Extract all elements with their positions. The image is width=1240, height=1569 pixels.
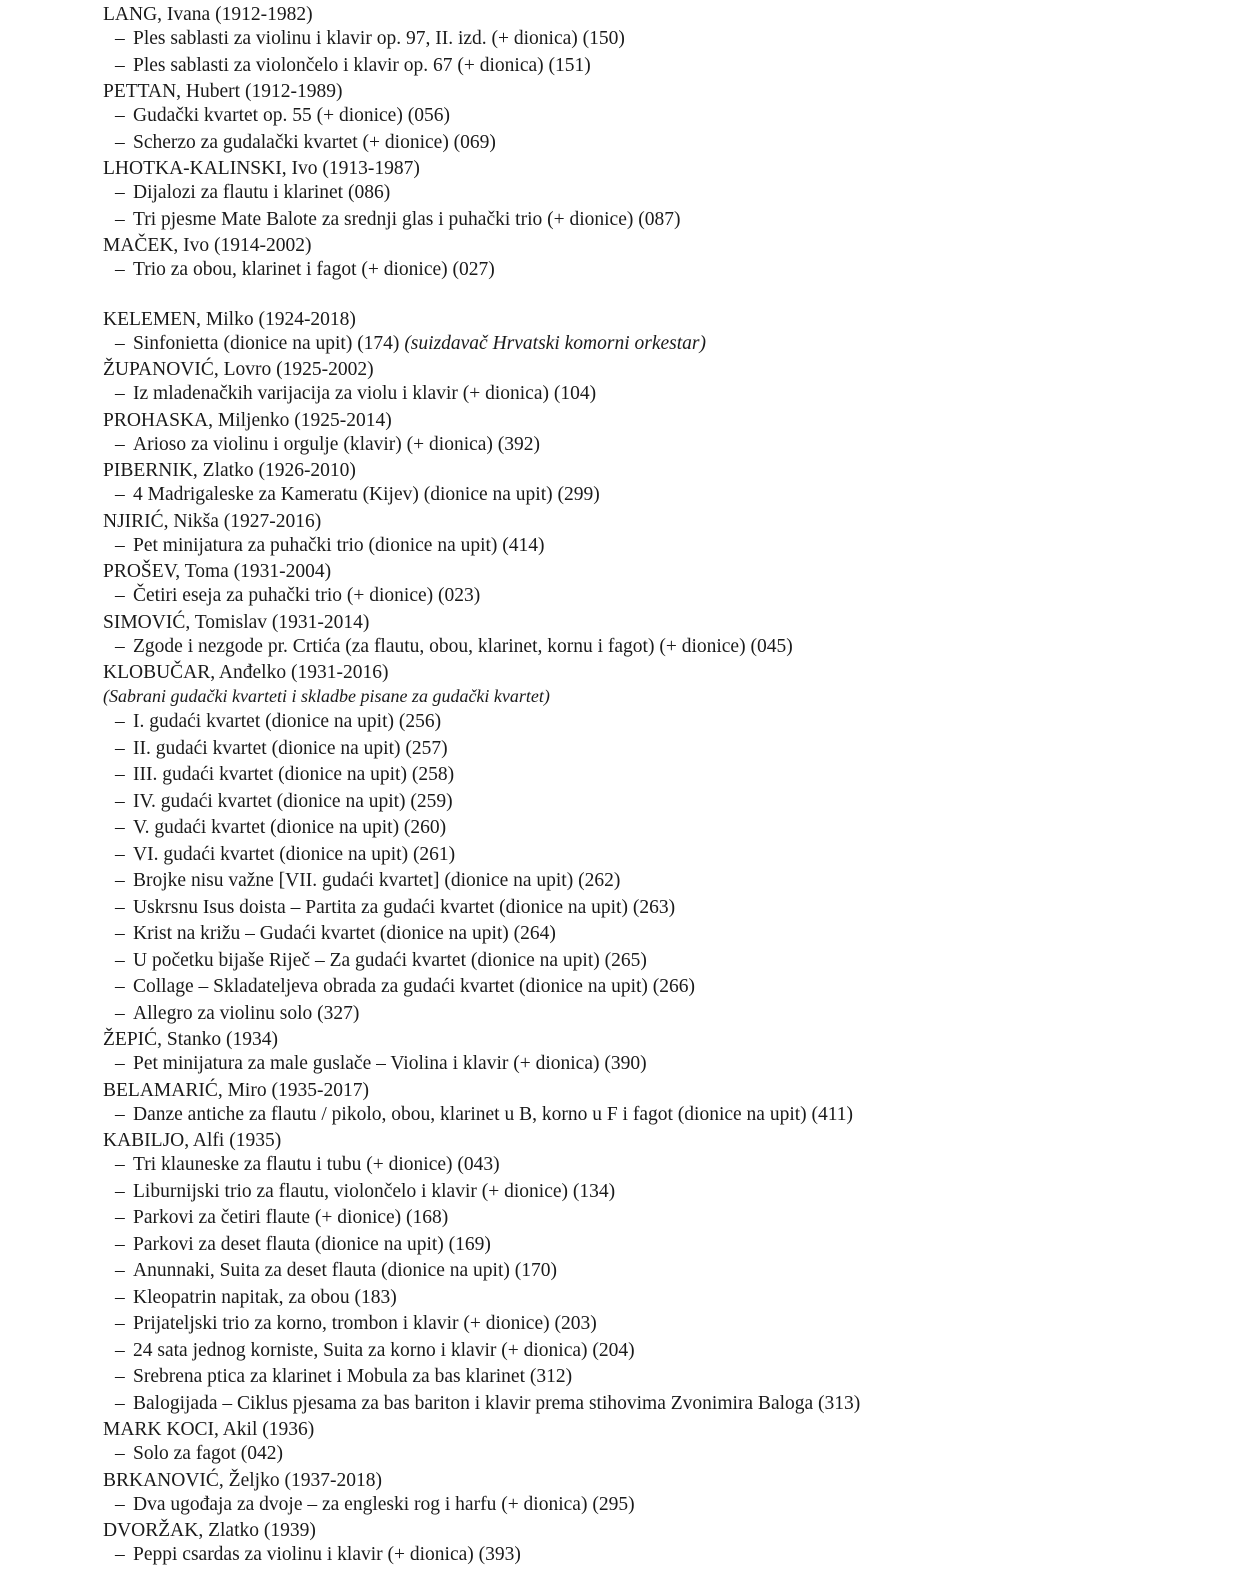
work-title: Allegro za violinu solo (327) [133,1002,360,1024]
work-title: Peppi csardas za violinu i klavir (+ dionica) (393) [133,1544,521,1565]
work-dash: – [115,1233,125,1255]
composer-heading: PIBERNIK, Zlatko (1926-2010) [103,460,356,481]
work-item [103,762,1223,789]
composer-heading: LHOTKA-KALINSKI, Ivo (1913-1987) [103,158,420,179]
work-item [103,53,1223,80]
work-dash: – [115,28,125,49]
work-title: Četiri eseja za puhački trio (+ dionice) (023) [133,585,481,606]
work-dash: – [115,1053,125,1074]
publisher-note: (suizdavač Hrvatski komorni orkestar) [404,332,706,354]
work-item [103,1001,1223,1028]
work-dash: – [115,208,125,230]
work-dash: – [115,1260,125,1281]
work-item [103,634,1223,661]
work-item [103,257,1223,284]
work-dash: – [115,976,125,997]
work-dash: – [115,585,125,606]
composer-heading: SIMOVIĆ, Tomislav (1931-2014) [103,611,370,633]
work-item [103,1152,1223,1179]
work-item [103,130,1223,157]
composer-heading: BRKANOVIĆ, Željko (1937-2018) [103,1469,382,1491]
work-dash: – [115,949,125,971]
work-dash: – [115,635,125,657]
composer-heading: MARK KOCI, Akil (1936) [103,1419,315,1440]
work-title: Krist na križu – Gudaći kvartet (dionice na upit) (264) [133,923,556,944]
work-title: Tri klauneske za flautu i tubu (+ dionice) (043) [133,1154,500,1175]
work-title: Parkovi za četiri flaute (+ dionice) (168) [133,1207,449,1228]
composer-heading: ŽEPIĆ, Stanko (1934) [103,1029,278,1050]
work-title: U početku bijaše Riječ – Za gudaći kvartet (dionice na upit) (265) [133,949,647,971]
work-item [103,948,1223,975]
composer-heading: LANG, Ivana (1912-1982) [103,4,313,25]
work-dash: – [115,1207,125,1228]
composer-heading: KELEMEN, Milko (1924-2018) [103,308,356,330]
work-title: Pet minijatura za male guslače – Violina i klavir (+ dionica) (390) [133,1053,647,1074]
work-title: Solo za fagot (042) [133,1443,284,1464]
work-dash: – [115,1443,125,1464]
composer-heading: KLOBUČAR, Anđelko (1931-2016) [103,662,389,683]
work-item [103,1102,1223,1129]
work-dash: – [115,54,125,76]
work-item [103,709,1223,736]
work-title: Liburnijski trio za flautu, violončelo i klavir (+ dionice) (134) [133,1180,616,1202]
composer-heading: BELAMARIĆ, Miro (1935-2017) [103,1079,369,1101]
work-title: 4 Madrigaleske za Kameratu (Kijev) (dionice na upit) (299) [133,484,600,505]
work-item [103,331,1223,358]
work-title: Prijateljski trio za korno, trombon i klavir (+ dionice) (203) [133,1313,597,1334]
work-title: III. gudaći kvartet (dionice na upit) (258) [133,764,455,785]
work-item [103,736,1223,763]
work-dash: – [115,1180,125,1202]
work-item [103,26,1223,53]
work-item [103,842,1223,869]
work-item [103,974,1223,1001]
work-item [103,207,1223,234]
work-dash: – [115,484,125,505]
work-item [103,533,1223,560]
work-dash: – [115,737,125,759]
work-item [103,815,1223,842]
work-dash: – [115,1493,125,1515]
work-item [103,103,1223,130]
composer-heading: DVORŽAK, Zlatko (1939) [103,1520,316,1541]
work-dash: – [115,1154,125,1175]
work-item [103,1285,1223,1312]
work-dash: – [115,131,125,153]
work-dash: – [115,923,125,944]
work-title: Iz mladenačkih varijacija za violu i klavir (+ dionica) (104) [133,383,597,404]
work-title: Sinfonietta (dionice na upit) (174) [133,332,400,354]
work-item [103,895,1223,922]
work-dash: – [115,711,125,732]
work-dash: – [115,383,125,404]
work-dash: – [115,1544,125,1565]
work-dash: – [115,896,125,918]
work-item [103,583,1223,610]
work-item [103,868,1223,895]
work-item [103,1205,1223,1232]
document-body [103,2,1223,1569]
work-dash: – [115,843,125,865]
work-dash: – [115,870,125,891]
work-title: Tri pjesme Mate Balote za srednji glas i puhački trio (+ dionice) (087) [133,208,681,230]
work-title: Brojke nisu važne [VII. gudaći kvartet] (dionice na upit) (262) [133,870,621,891]
work-dash: – [115,790,125,812]
work-title: Uskrsnu Isus doista – Partita za gudaći kvartet (dionice na upit) (263) [133,896,676,918]
work-title: Dva ugođaja za dvoje – za engleski rog i harfu (+ dionica) (295) [133,1493,635,1515]
work-title: Srebrena ptica za klarinet i Mobula za bas klarinet (312) [133,1366,573,1387]
work-title: VI. gudaći kvartet (dionice na upit) (261) [133,843,456,865]
work-title: Danze antiche za flautu / pikolo, obou, klarinet u B, korno u F i fagot (dionice na upit) (411) [133,1103,854,1125]
composer-heading: NJIRIĆ, Nikša (1927-2016) [103,510,322,532]
work-item [103,1338,1223,1365]
composer-heading: KABILJO, Alfi (1935) [103,1130,282,1151]
work-title: Anunnaki, Suita za deset flauta (dionice na upit) (170) [133,1260,557,1281]
work-dash: – [115,182,125,203]
work-dash: – [115,259,125,280]
composer-heading: PROHASKA, Miljenko (1925-2014) [103,409,392,431]
work-item [103,1311,1223,1338]
work-title: V. gudaći kvartet (dionice na upit) (260) [133,817,447,838]
work-item [103,1232,1223,1259]
work-dash: – [115,332,125,354]
work-title: I. gudaći kvartet (dionice na upit) (256) [133,711,442,732]
work-item [103,789,1223,816]
work-item [103,1542,1223,1569]
work-title: IV. gudaći kvartet (dionice na upit) (259) [133,790,453,812]
work-title: Ples sablasti za violončelo i klavir op. 67 (+ dionica) (151) [133,54,591,76]
work-item [103,381,1223,408]
work-item [103,1441,1223,1468]
composer-subtitle: (Sabrani gudački kvarteti i skladbe pisane za gudački kvartet) [103,686,550,706]
work-dash: – [115,764,125,785]
composer-heading: PETTAN, Hubert (1912-1989) [103,81,343,102]
work-dash: – [115,534,125,556]
work-item [103,1492,1223,1519]
work-title: Balogijada – Ciklus pjesama za bas bariton i klavir prema stihovima Zvonimira Baloga (313) [133,1392,861,1414]
work-title: Ples sablasti za violinu i klavir op. 97, II. izd. (+ dionica) (150) [133,28,625,49]
work-title: Zgode i nezgode pr. Crtića (za flautu, obou, klarinet, kornu i fagot) (+ dionice) (045) [133,635,793,657]
work-title: Scherzo za gudalački kvartet (+ dionice) (069) [133,131,496,153]
work-title: 24 sata jednog korniste, Suita za korno i klavir (+ dionica) (204) [133,1339,635,1361]
work-item [103,432,1223,459]
work-title: Gudački kvartet op. 55 (+ dionice) (056) [133,105,450,126]
work-dash: – [115,1313,125,1334]
work-dash: – [115,817,125,838]
work-dash: – [115,433,125,455]
work-title: Trio za obou, klarinet i fagot (+ dionice) (027) [133,259,495,280]
work-title: Arioso za violinu i orgulje (klavir) (+ dionica) (392) [133,433,541,455]
work-dash: – [115,1392,125,1414]
work-title: Collage – Skladateljeva obrada za gudaći kvartet (dionice na upit) (266) [133,976,696,997]
work-title: Dijalozi za flautu i klarinet (086) [133,182,391,203]
composer-heading: MAČEK, Ivo (1914-2002) [103,235,312,256]
work-dash: – [115,1103,125,1125]
work-title: Kleopatrin napitak, za obou (183) [133,1286,397,1308]
work-item [103,1258,1223,1285]
section-gap [103,284,1223,307]
work-item [103,1391,1223,1418]
work-dash: – [115,1002,125,1024]
work-dash: – [115,1366,125,1387]
work-dash: – [115,1339,125,1361]
composer-heading: PROŠEV, Toma (1931-2004) [103,561,332,582]
work-item [103,1051,1223,1078]
work-dash: – [115,1286,125,1308]
work-dash: – [115,105,125,126]
work-item [103,180,1223,207]
work-item [103,482,1223,509]
work-item [103,1364,1223,1391]
composer-heading: ŽUPANOVIĆ, Lovro (1925-2002) [103,359,374,380]
work-item [103,1179,1223,1206]
work-title: II. gudaći kvartet (dionice na upit) (257) [133,737,448,759]
work-title: Pet minijatura za puhački trio (dionice na upit) (414) [133,534,545,556]
work-title: Parkovi za deset flauta (dionice na upit) (169) [133,1233,491,1255]
work-item [103,921,1223,948]
